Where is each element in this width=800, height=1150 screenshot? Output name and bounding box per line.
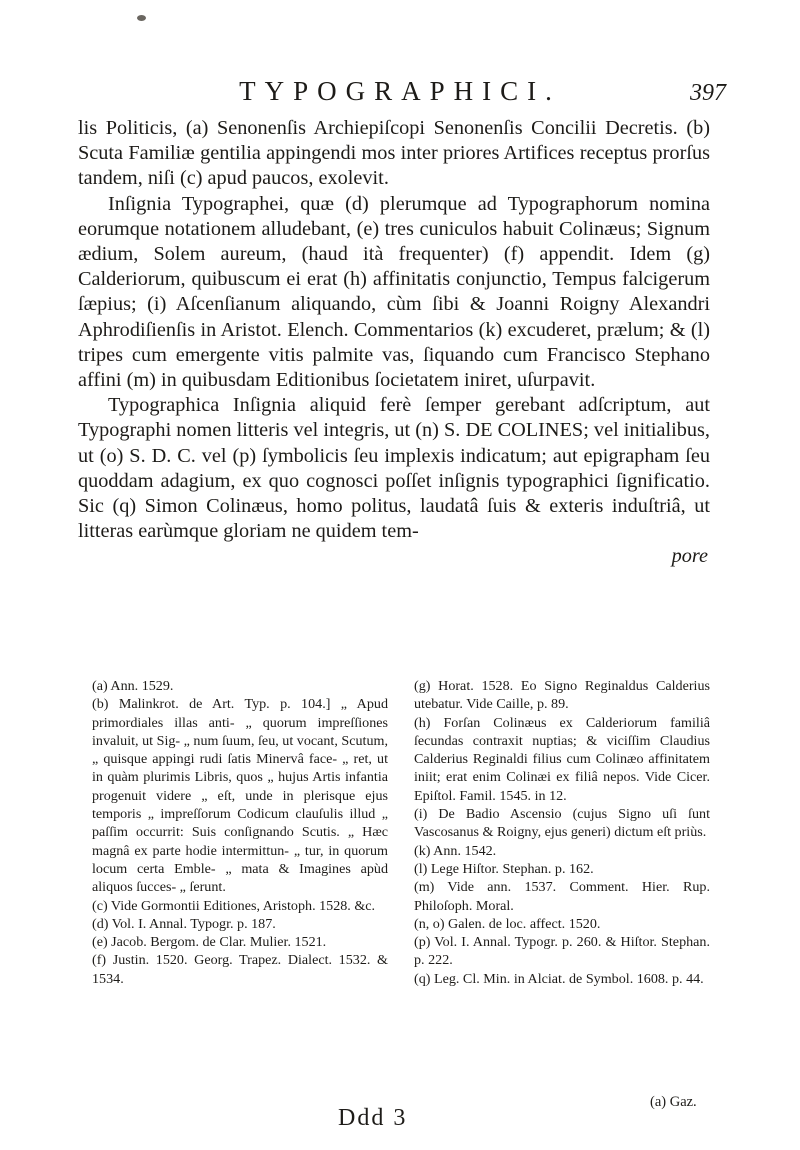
footnote: (q) Leg. Cl. Min. in Alciat. de Symbol. 1608. p. 44. bbox=[414, 970, 704, 987]
footnote: (m) Vide ann. 1537. Comment. Hier. Rup. Philoſoph. Moral. bbox=[414, 879, 710, 914]
running-title: TYPOGRAPHICI. bbox=[239, 76, 561, 106]
footnote: (p) Vol. I. Annal. Typogr. p. 260. & Hiſtor. Stephan. p. 222. bbox=[414, 934, 710, 969]
main-paragraph-1: lis Politicis, (a) Senonenſis Archiepiſcopi Senonenſis Concilii Decretis. (b) Scuta Familiæ gentilia appingendi mos inter priores Artifices receptus prorſus tandem, niſi (c) apud paucos, exolevit. bbox=[78, 117, 710, 190]
footnotes-right-column bbox=[414, 677, 710, 988]
footnotes-left-column bbox=[92, 677, 388, 988]
footnote: (a) Ann. 1529. bbox=[92, 678, 174, 694]
footnote: (g) Horat. 1528. Eo Signo Reginaldus Calderius utebatur. Vide Caille, p. 89. bbox=[414, 678, 710, 713]
footnote: (d) Vol. I. Annal. Typogr. p. 187. bbox=[92, 915, 276, 932]
footnote: (h) Forſan Colinæus ex Calderiorum familiâ ſecundas contraxit nuptias; & viciſſim Claudius Calderius Reginaldi filius cum Colinæo affinitatem iniit; erat enim Colinæi ex filiâ nepos. Vide Cicer. Epiſtol. Famil. 1545. in 12. bbox=[414, 714, 710, 804]
main-paragraph-2: Inſignia Typographei, quæ (d) plerumque ad Typographorum nomina eorumque notationem alludebant, (e) tres cuniculos habuit Colinæus; Signum ædium, Solem aureum, (haud ità frequenter) (f) appendit. Idem (g) Calderiorum, quibuscum ei erat (h) affinitatis conjunctio, Tempus falcigerum ſæpius; (i) Aſcenſianum aliquando, cùm ſibi & Joanni Roigny Alexandri Aphrodiſienſis in Aristot. Elench. Commentarios (k) excuderet, prælum; & (l) tripes cum emergente vitis palmite vas, ſiquando cum Francisco Stephano affini (m) in quibusdam Editionibus ſocietatem iniret, uſurpavit. bbox=[78, 192, 710, 392]
main-last-line: pore bbox=[671, 545, 708, 568]
main-text bbox=[78, 116, 710, 570]
signature-mark: Ddd 3 bbox=[338, 1105, 408, 1131]
catchword: (a) Gaz. bbox=[650, 1094, 697, 1110]
footnote: (i) De Badio Ascensio (cujus Signo uſi ſunt Vascosanus & Roigny, ejus generi) dictum eſt priùs. bbox=[414, 806, 710, 841]
footnotes bbox=[92, 677, 710, 988]
main-paragraph-3: Typographica Inſignia aliquid ferè ſemper gerebant adſcriptum, aut Typographi nomen litteris vel integris, ut (n) S. DE COLINES; vel initialibus, ut (o) S. D. C. vel (p) ſymbolicis ſeu implexis indicatum; aut epigrapham ſeu quoddam adagium, ex quo cognosci poſſet inſignis typographici ſignificatio. Sic (q) Simon Colinæus, homo politus, laudatâ ſuis & exteris induſtriâ, ut litteras earùmque gloriam ne quidem tem- bbox=[78, 394, 710, 543]
footnote: (l) Lege Hiſtor. Stephan. p. 162. bbox=[414, 860, 594, 877]
footnote: (n, o) Galen. de loc. affect. 1520. bbox=[414, 915, 601, 932]
footnote: (f) Justin. 1520. Georg. Trapez. Dialect. 1532. & 1534. bbox=[92, 952, 388, 987]
ink-blot bbox=[137, 15, 146, 21]
footnote: (b) Malinkrot. de Art. Typ. p. 104.] „ Apud primordiales illas anti- „ quorum impreſſiones invaluit, ut Sig- „ num ſuum, ſeu, ut vocant, Scutum, „ quisque appingi rudi ſatis Minervâ face- „ ret, ut in quàm plurimis Libris, quos „ hujus Artis infantia progenuit videre „ eſt, unde in plerisque ejus temporis „ impreſſorum Codicum clauſulis illud „ paſſim occurrit: Suis conſignando Scutis. „ Hæc magnâ ex parte hodie intermittun- „ tur, in quorum locum certa Emble- „ mata & Imagines apùd aliquos ſucces- „ ſerunt. bbox=[92, 696, 388, 896]
page-number: 397 bbox=[690, 80, 726, 106]
footnote: (c) Vide Gormontii Editiones, Aristoph. 1528. &c. bbox=[92, 897, 376, 914]
footnote: (k) Ann. 1542. bbox=[414, 842, 497, 859]
footnote: (e) Jacob. Bergom. de Clar. Mulier. 1521. bbox=[92, 934, 327, 951]
